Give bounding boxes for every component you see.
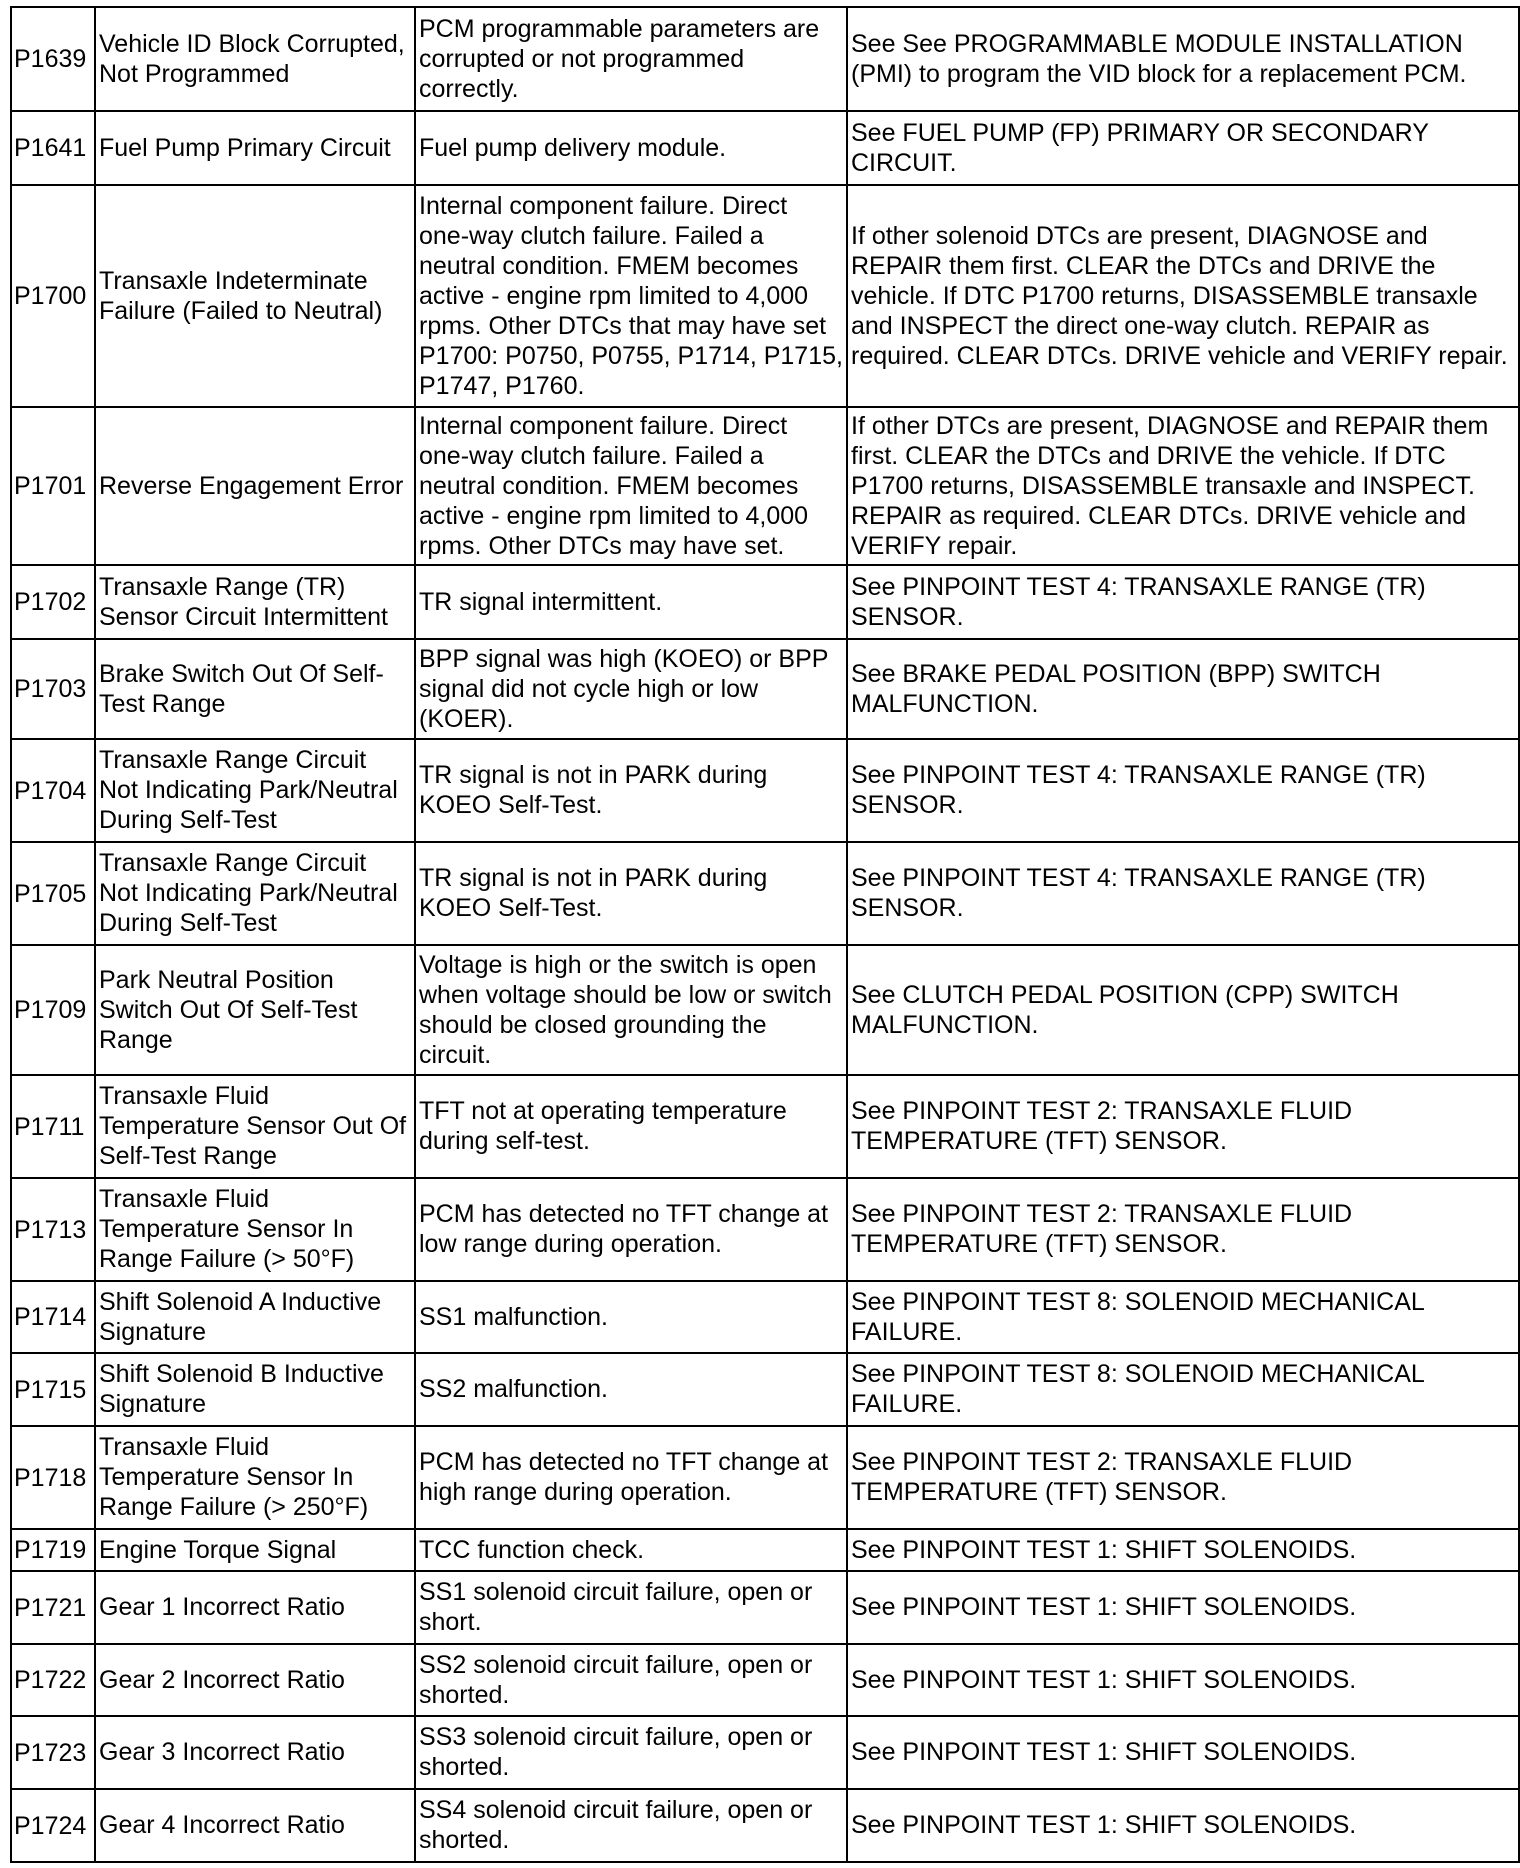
dtc-condition: TR signal is not in PARK during KOEO Self-Test.	[415, 842, 847, 945]
dtc-name: Transaxle Fluid Temperature Sensor Out Of Self-Test Range	[95, 1075, 415, 1178]
dtc-name: Engine Torque Signal	[95, 1529, 415, 1571]
dtc-action: See CLUTCH PEDAL POSITION (CPP) SWITCH MALFUNCTION.	[847, 945, 1519, 1075]
dtc-code: P1704	[11, 739, 95, 842]
dtc-condition: SS2 solenoid circuit failure, open or shorted.	[415, 1644, 847, 1716]
dtc-condition: Internal component failure. Direct one-way clutch failure. Failed a neutral condition. FMEM becomes active - engine rpm limited to 4,000 rpms. Other DTCs may have set.	[415, 407, 847, 565]
dtc-name: Transaxle Indeterminate Failure (Failed to Neutral)	[95, 185, 415, 407]
dtc-name: Transaxle Fluid Temperature Sensor In Range Failure (> 50°F)	[95, 1178, 415, 1281]
dtc-action: See PINPOINT TEST 4: TRANSAXLE RANGE (TR) SENSOR.	[847, 842, 1519, 945]
dtc-name: Shift Solenoid A Inductive Signature	[95, 1281, 415, 1353]
dtc-action: See PINPOINT TEST 2: TRANSAXLE FLUID TEMPERATURE (TFT) SENSOR.	[847, 1075, 1519, 1178]
dtc-code: P1641	[11, 111, 95, 185]
dtc-action: See FUEL PUMP (FP) PRIMARY OR SECONDARY CIRCUIT.	[847, 111, 1519, 185]
dtc-action: See PINPOINT TEST 2: TRANSAXLE FLUID TEMPERATURE (TFT) SENSOR.	[847, 1426, 1519, 1529]
table-row	[11, 1789, 1519, 1862]
dtc-code: P1719	[11, 1529, 95, 1571]
dtc-action: If other solenoid DTCs are present, DIAGNOSE and REPAIR them first. CLEAR the DTCs and DRIVE the vehicle. If DTC P1700 returns, DISASSEMBLE transaxle and INSPECT the direct one-way clutch. REPAIR as required. CLEAR DTCs. DRIVE vehicle and VERIFY repair.	[847, 185, 1519, 407]
dtc-action: See PINPOINT TEST 1: SHIFT SOLENOIDS.	[847, 1571, 1519, 1644]
dtc-table	[10, 6, 1520, 1863]
table-row	[11, 1716, 1519, 1789]
table-row	[11, 945, 1519, 1075]
dtc-condition: SS1 solenoid circuit failure, open or short.	[415, 1571, 847, 1644]
dtc-action: If other DTCs are present, DIAGNOSE and REPAIR them first. CLEAR the DTCs and DRIVE the vehicle. If DTC P1700 returns, DISASSEMBLE transaxle and INSPECT. REPAIR as required. CLEAR DTCs. DRIVE vehicle and VERIFY repair.	[847, 407, 1519, 565]
table-row	[11, 1353, 1519, 1426]
dtc-name: Gear 1 Incorrect Ratio	[95, 1571, 415, 1644]
dtc-action: See PINPOINT TEST 1: SHIFT SOLENOIDS.	[847, 1789, 1519, 1862]
dtc-condition: SS1 malfunction.	[415, 1281, 847, 1353]
dtc-action: See PINPOINT TEST 4: TRANSAXLE RANGE (TR) SENSOR.	[847, 565, 1519, 639]
dtc-name: Transaxle Range Circuit Not Indicating Park/Neutral During Self-Test	[95, 842, 415, 945]
dtc-code: P1724	[11, 1789, 95, 1862]
dtc-action: See PINPOINT TEST 8: SOLENOID MECHANICAL FAILURE.	[847, 1281, 1519, 1353]
dtc-name: Gear 3 Incorrect Ratio	[95, 1716, 415, 1789]
dtc-condition: TR signal intermittent.	[415, 565, 847, 639]
dtc-action: See PINPOINT TEST 1: SHIFT SOLENOIDS.	[847, 1644, 1519, 1716]
dtc-condition: Internal component failure. Direct one-way clutch failure. Failed a neutral condition. FMEM becomes active - engine rpm limited to 4,000 rpms. Other DTCs that may have set P1700: P0750, P0755, P1714, P1715, P1747, P1760.	[415, 185, 847, 407]
dtc-name: Park Neutral Position Switch Out Of Self-Test Range	[95, 945, 415, 1075]
dtc-code: P1713	[11, 1178, 95, 1281]
dtc-action: See PINPOINT TEST 2: TRANSAXLE FLUID TEMPERATURE (TFT) SENSOR.	[847, 1178, 1519, 1281]
dtc-action: See PINPOINT TEST 8: SOLENOID MECHANICAL FAILURE.	[847, 1353, 1519, 1426]
dtc-condition: SS2 malfunction.	[415, 1353, 847, 1426]
table-row	[11, 842, 1519, 945]
table-row	[11, 1644, 1519, 1716]
dtc-code: P1721	[11, 1571, 95, 1644]
dtc-condition: PCM has detected no TFT change at high range during operation.	[415, 1426, 847, 1529]
dtc-condition: TFT not at operating temperature during self-test.	[415, 1075, 847, 1178]
table-row	[11, 1281, 1519, 1353]
table-row	[11, 639, 1519, 739]
dtc-code: P1700	[11, 185, 95, 407]
dtc-name: Transaxle Range Circuit Not Indicating Park/Neutral During Self-Test	[95, 739, 415, 842]
dtc-action: See PINPOINT TEST 4: TRANSAXLE RANGE (TR) SENSOR.	[847, 739, 1519, 842]
dtc-action: See PINPOINT TEST 1: SHIFT SOLENOIDS.	[847, 1529, 1519, 1571]
table-row	[11, 1178, 1519, 1281]
dtc-code: P1702	[11, 565, 95, 639]
dtc-code: P1703	[11, 639, 95, 739]
table-row	[11, 565, 1519, 639]
dtc-condition: PCM programmable parameters are corrupted or not programmed correctly.	[415, 7, 847, 111]
table-row	[11, 1426, 1519, 1529]
table-row	[11, 739, 1519, 842]
dtc-name: Gear 2 Incorrect Ratio	[95, 1644, 415, 1716]
table-row	[11, 1075, 1519, 1178]
dtc-code: P1715	[11, 1353, 95, 1426]
dtc-condition: Fuel pump delivery module.	[415, 111, 847, 185]
table-row	[11, 111, 1519, 185]
dtc-code: P1714	[11, 1281, 95, 1353]
dtc-code: P1723	[11, 1716, 95, 1789]
dtc-name: Shift Solenoid B Inductive Signature	[95, 1353, 415, 1426]
dtc-name: Gear 4 Incorrect Ratio	[95, 1789, 415, 1862]
dtc-name: Transaxle Range (TR) Sensor Circuit Intermittent	[95, 565, 415, 639]
dtc-action: See BRAKE PEDAL POSITION (BPP) SWITCH MALFUNCTION.	[847, 639, 1519, 739]
dtc-code: P1709	[11, 945, 95, 1075]
table-row	[11, 1529, 1519, 1571]
dtc-code: P1639	[11, 7, 95, 111]
dtc-name: Transaxle Fluid Temperature Sensor In Range Failure (> 250°F)	[95, 1426, 415, 1529]
dtc-action: See See PROGRAMMABLE MODULE INSTALLATION (PMI) to program the VID block for a replacement PCM.	[847, 7, 1519, 111]
table-row	[11, 407, 1519, 565]
dtc-condition: SS4 solenoid circuit failure, open or shorted.	[415, 1789, 847, 1862]
dtc-code: P1701	[11, 407, 95, 565]
dtc-condition: SS3 solenoid circuit failure, open or shorted.	[415, 1716, 847, 1789]
dtc-condition: Voltage is high or the switch is open when voltage should be low or switch should be closed grounding the circuit.	[415, 945, 847, 1075]
table-row	[11, 7, 1519, 111]
dtc-name: Vehicle ID Block Corrupted, Not Programmed	[95, 7, 415, 111]
dtc-condition: TR signal is not in PARK during KOEO Self-Test.	[415, 739, 847, 842]
dtc-code: P1711	[11, 1075, 95, 1178]
dtc-condition: BPP signal was high (KOEO) or BPP signal did not cycle high or low (KOER).	[415, 639, 847, 739]
dtc-condition: TCC function check.	[415, 1529, 847, 1571]
dtc-name: Brake Switch Out Of Self-Test Range	[95, 639, 415, 739]
table-row	[11, 1571, 1519, 1644]
dtc-name: Fuel Pump Primary Circuit	[95, 111, 415, 185]
dtc-code: P1705	[11, 842, 95, 945]
dtc-action: See PINPOINT TEST 1: SHIFT SOLENOIDS.	[847, 1716, 1519, 1789]
dtc-name: Reverse Engagement Error	[95, 407, 415, 565]
dtc-code: P1722	[11, 1644, 95, 1716]
dtc-condition: PCM has detected no TFT change at low range during operation.	[415, 1178, 847, 1281]
dtc-code: P1718	[11, 1426, 95, 1529]
table-row	[11, 185, 1519, 407]
